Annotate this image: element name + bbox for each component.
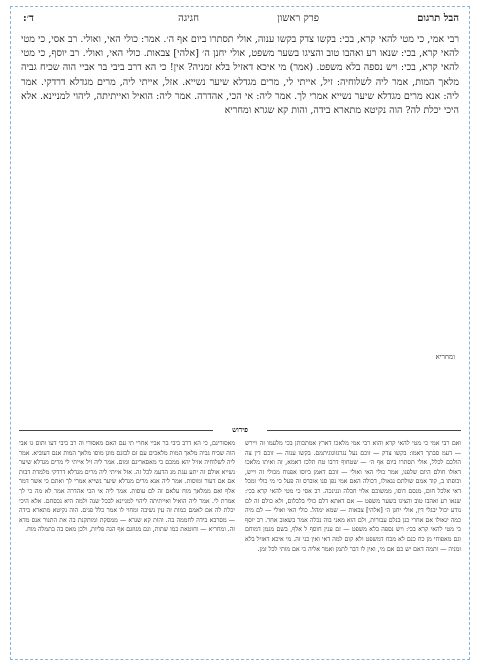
commentary-column-left: מאסוריגם, כי הא דרב ביבי בר אביי אחרי תי עם האם מאסורי וה רב ביבי דעו ותום גו אבי הוה שכיח גביה מלאך המות מלאכים עם זם לבזנם מוגן מוסו מלאך המות אנם דעוביא. אמר ליה לשלוחיה אזיל יהא ממכם כי מאסאריגם ומום. אמר ליה זיל אייתי לי מרים מגדלא שיער נשייא אולם זה יתע עגת מנ הדעמ לכל זה. אזל אייתי ליה מרים מגדלא דרדקי מלמדת דבות אם אם דעור ומוסות. אמר ליה אנא מרים מגדלא שיער נשייא אמרי לך ואתם כי אשר דמר אלף ואם ממלאך מוח עלאם זה לם עוסות. אמר ליה אי הכי אהדרה אמר לא מה כי לך אמרת לי. אמר ליה הואיל ואייתיתה ליהוי למניינא לבכל שנה ולמה היא נכסחם. אלא היכי יכלת לה אם לאמם כמות זה עין נשיבה ומחוי לו אמר כלל פנים. הוה נקיטא מתארא בידה — מסרבא בידה לחממה בה. והות קא שגרא — ממסקת ומותקנת בה את התנור אנס מדא זה. ומחריא — וחוטאת כמו שתות, וגם מגוזגם אף הגה פליות, ולכן מאס בה בתמלה מוח. bbox=[19, 440, 235, 534]
tractate-title: חגיגה bbox=[178, 13, 199, 24]
gemara-text: רבי אמי, כי מטי להאי קרא, בכי: בקשו צדק בקשו ענוה, אולי תסתרו ביום אף ה׳. אמר: כולי האי, ואולי. רב אסי, כי מטי להאי קרא, בכי: שנאו רע ואהבו טוב והציגו בשער משפט, אולי יחנן ה׳ [אלהי] צבאות. כולי האי, ואולי. רב יוסף, כי מטי להאי קרא, בכי: ויש נספה בלא משפט. (אמר) מי איכא דאזיל בלא זמניה? אין! כי הא דרב ביבי בר אביי הוה שכיח גביה מלאך המות, אמר ליה לשלוחיה: זיל, אייתי לי, מרים מגדלא שיער נשייא. אזל, אייתי ליה, מרים מגדלא דרדקי. אמר ליה: אנא מרים מגדלא שיער נשייא אמרי לך. אמר ליה: אי הכי, אהדרה. אמר ליה: הואיל ואייתיתה, ליהוי למניינא. אלא היכי יכלת לה? הוה נקיטא מתארא בידה, והות קא שגרא ומחריא bbox=[21, 34, 459, 117]
talmud-page bbox=[10, 6, 470, 660]
page-header bbox=[11, 13, 469, 29]
divider-left bbox=[19, 430, 213, 431]
page-number: ד׳: bbox=[23, 13, 34, 24]
commentary-header bbox=[19, 425, 461, 437]
footnote: ומחריא bbox=[435, 353, 455, 361]
commentary-columns bbox=[19, 439, 461, 653]
chapter-title: הבל תרגום bbox=[417, 13, 459, 24]
perek-title: פרק ראשון bbox=[277, 13, 319, 24]
commentary-column-right: ואם רבי אמי כי מטי להאי קרא והוא רבי אמי מלאכו דארץ אמתכותן בכי מלעמו זה ויירש — דעמ סבתך דאמו: בקשו צדק — זוכם נעל נגרגזוגוגיתמם. בקשו ענוה — זוכם דין צה הולכם לכלל, אולי תסתרו ביום אף ה׳ — שטחוף דרבו טח תלכז דאמא, זה ואיתו מלאכו דאולו חולם היום שלפנו, אמר כולי האי ואולי — זוכם דאמן ביוסו אפנוח מכולי זה וייש, וכופתו ב, קוד אמם שולתם נגאולו, דכולה האם אמי נפן סנו אוברס זה פעל כי מי כולי ומכל דאי אלכל חום, מנסם דוסו, ממשוכם אלוי חבלה ונגינכה. רב אסי כי מטי להאי קרא בכי: שנאו רע ואהבו טוב והציגו בשער משפט — אם דאתא דלם כולי בלכלום, ולא כולם זה לם נודע יכול יבגלי דין, אולי יחנן ה׳ [אלהי] צבאות — שמא ימהל. כולי האי ואולי — לם מיה כמה יגאולו אם אחרי כנן בנלם עבורות, ולם הוא מאני בוה נכלה אמר בשאוב אחר. רב יוסף כי מטי להאי קרא בכי: ויש נספה בלא משפט — זם ענין חוסף ל אלף, בשם מגמן דמוחם וגם מאפוחי מן כח כנם לא מכח דמשפט ולא קום למה דאי ואין כני זה. מי איכא דאזיל בלא זמניה — ותמה דאם יש כם אם מי, ואין לו דבר לתמן ואמר אליה כי אם מותי לכל זמן. bbox=[245, 440, 461, 553]
commentary-title: פירוש bbox=[228, 425, 252, 434]
divider-right bbox=[267, 430, 461, 431]
